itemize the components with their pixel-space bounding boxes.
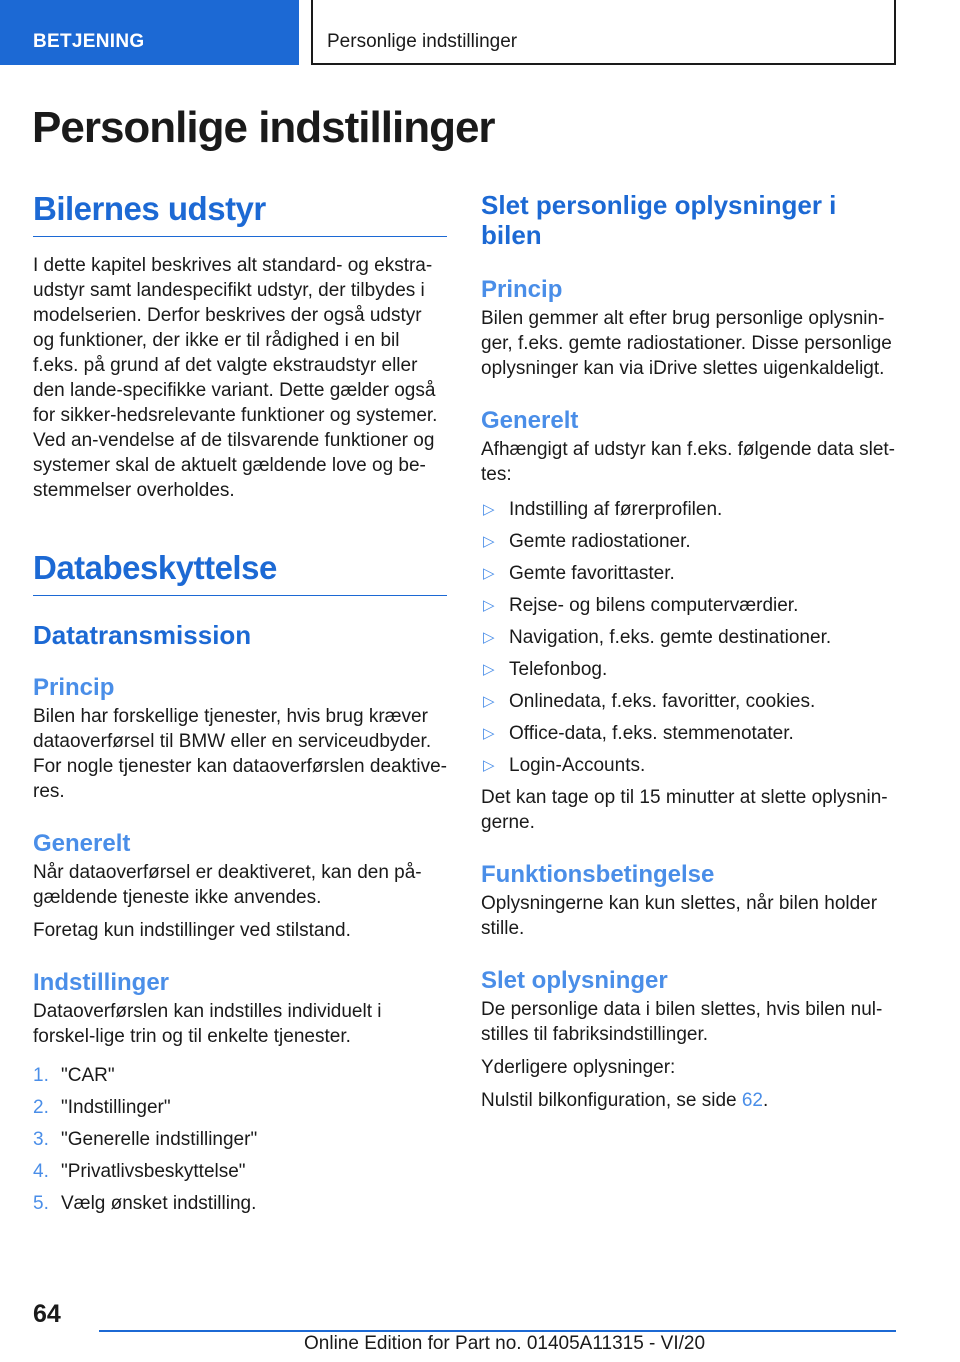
- heading-funktionsbetingelse: Funktionsbetingelse: [481, 861, 715, 888]
- list-item: [481, 721, 895, 746]
- step-text: "Indstillinger": [61, 1097, 171, 1118]
- list-item: [33, 1191, 447, 1216]
- bullet-text: Login-Accounts.: [509, 755, 646, 776]
- page-62-link[interactable]: 62: [741, 1090, 763, 1111]
- section-tab: BETJENING: [0, 0, 299, 65]
- yderligere-text: Yderligere oplysninger:: [481, 1057, 676, 1078]
- edition-text: Online Edition for Part no. 01405A11315 - VI/20: [304, 1333, 706, 1354]
- list-item: [481, 657, 895, 682]
- list-item: [33, 1063, 447, 1088]
- list-item: [481, 561, 895, 586]
- settings-steps-list: [33, 1063, 447, 1216]
- step-number: 2.: [33, 1097, 49, 1118]
- left-column: [33, 190, 447, 1223]
- bullet-triangle-icon: ▷: [483, 661, 495, 678]
- heading-princip: Princip: [481, 276, 563, 303]
- heading-databeskyttelse: Databeskyttelse: [33, 549, 447, 596]
- bullet-triangle-icon: ▷: [483, 565, 495, 582]
- nulstil-end: .: [763, 1090, 769, 1111]
- step-number: 5.: [33, 1193, 49, 1214]
- nulstil-text: Nulstil bilkonfiguration, se side: [481, 1090, 742, 1111]
- step-text: "Generelle indstillinger": [61, 1129, 258, 1150]
- right-column: [481, 190, 895, 1121]
- bullet-text: Navigation, f.eks. gemte destinationer.: [509, 627, 832, 648]
- princip-text: Bilen har forskellige tjenester, hvis brug kræver dataoverførsel til BMW eller en serviceudbyder. For nogle tjenester kan dataoverførslen deaktive-res.: [33, 706, 447, 802]
- bullet-triangle-icon: ▷: [483, 629, 495, 646]
- heading-generelt: Generelt: [481, 407, 579, 434]
- bullet-text: Office-data, f.eks. stemmenotater.: [509, 723, 794, 744]
- list-item: [481, 753, 895, 778]
- list-item: [481, 497, 895, 522]
- generelt-text-1: Når dataoverførsel er deaktiveret, kan den på-gældende tjeneste ikke anvendes.: [33, 862, 422, 908]
- bullet-triangle-icon: ▷: [483, 693, 495, 710]
- footer-divider: [99, 1330, 896, 1332]
- bullet-triangle-icon: ▷: [483, 725, 495, 742]
- bullet-text: Gemte radiostationer.: [509, 531, 691, 552]
- duration-text: Det kan tage op til 15 minutter at slette oplysnin-gerne.: [481, 787, 888, 833]
- bullet-text: Onlinedata, f.eks. favoritter, cookies.: [509, 691, 816, 712]
- bullet-text: Rejse- og bilens computerværdier.: [509, 595, 799, 616]
- heading-generelt: Generelt: [33, 830, 131, 857]
- step-text: "CAR": [61, 1065, 115, 1086]
- page-title: Personlige indstillinger: [32, 103, 495, 152]
- step-text: "Privatlivsbeskyttelse": [61, 1161, 246, 1182]
- slet-oplysninger-text: De personlige data i bilen slettes, hvis bilen nul-stilles til fabriksindstillinger.: [481, 999, 883, 1045]
- page-number: 64: [33, 1300, 61, 1328]
- list-item: [33, 1127, 447, 1152]
- heading-bilernes-udstyr: Bilernes udstyr: [33, 190, 447, 237]
- list-item: [33, 1095, 447, 1120]
- list-item: [33, 1159, 447, 1184]
- bullet-triangle-icon: ▷: [483, 597, 495, 614]
- heading-slet-oplysninger: Slet oplysninger: [481, 967, 668, 994]
- step-number: 3.: [33, 1129, 49, 1150]
- bullet-text: Indstilling af førerprofilen.: [509, 499, 723, 520]
- generelt-text-2: Foretag kun indstillinger ved stilstand.: [33, 920, 351, 941]
- heading-princip: Princip: [33, 674, 115, 701]
- indstillinger-text: Dataoverførslen kan indstilles individuelt i forskel-lige trin og til enkelte tjenester.: [33, 1001, 382, 1047]
- nulstil-reference: [481, 1088, 895, 1113]
- bilernes-udstyr-text: I dette kapitel beskrives alt standard- og ekstra-udstyr samt landespecifikt udstyr, der tilbydes i modelserien. Derfor beskrives der også udstyr og funktioner, der ikke er til rådighed i en bil f.eks. på grund af det valgte ekstraudstyr eller den lande-specifikke variant. Dette gælder også for sikker-hedsrelevante funktioner og systemer. Ved an-vendelse af de tilsvarende funktioner og systemer skal de aktuelt gældende love og be-stemmelser overholdes.: [33, 255, 438, 501]
- list-item: [481, 593, 895, 618]
- heading-slet-personlige-oplysninger: Slet personlige oplysninger i bilen: [481, 190, 837, 250]
- funktionsbetingelse-text: Oplysningerne kan kun slettes, når bilen holder stille.: [481, 893, 878, 939]
- princip-text: Bilen gemmer alt efter brug personlige oplysnin-ger, f.eks. gemte radiostationer. Disse personlige oplysninger kan via iDrive slettes uigenkaldeligt.: [481, 308, 892, 379]
- heading-datatransmission: Datatransmission: [33, 620, 252, 650]
- step-number: 4.: [33, 1161, 49, 1182]
- heading-indstillinger: Indstillinger: [33, 969, 170, 996]
- generelt-text: Afhængigt af udstyr kan f.eks. følgende data slet-tes:: [481, 439, 896, 485]
- bullet-triangle-icon: ▷: [483, 757, 495, 774]
- step-text: Vælg ønsket indstilling.: [61, 1193, 257, 1214]
- bullet-text: Telefonbog.: [509, 659, 608, 680]
- list-item: [481, 625, 895, 650]
- bullet-triangle-icon: ▷: [483, 533, 495, 550]
- bullet-triangle-icon: ▷: [483, 501, 495, 518]
- deletable-data-list: [481, 497, 895, 778]
- section-title: Personlige indstillinger: [311, 0, 896, 65]
- bullet-text: Gemte favorittaster.: [509, 563, 675, 584]
- list-item: [481, 529, 895, 554]
- step-number: 1.: [33, 1065, 49, 1086]
- list-item: [481, 689, 895, 714]
